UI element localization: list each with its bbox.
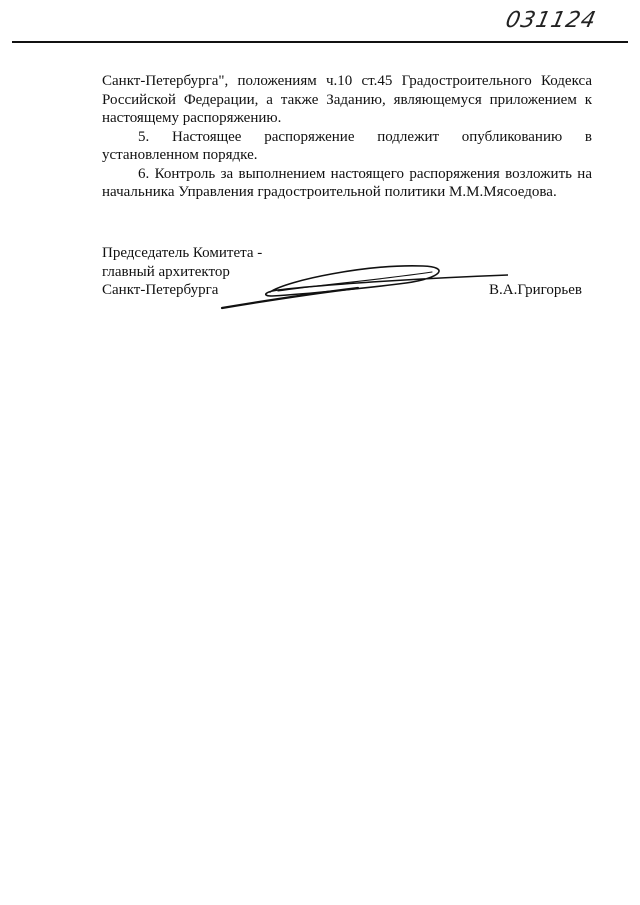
signatory-title-line-3: Санкт-Петербурга <box>102 282 219 298</box>
paragraph-6: 6. Контроль за выполнением настоящего распоряжения возложить на начальника Управления градостроительной политики М.М.Мясоедова. <box>102 165 592 200</box>
document-body <box>102 72 592 202</box>
signatory-name: В.А.Григорьев <box>489 282 582 298</box>
signatory-title-line-1: Председатель Комитета - <box>102 245 263 261</box>
handwritten-signature <box>218 258 508 314</box>
signatory-title-line-2: главный архитектор <box>102 263 230 280</box>
paragraph-continuation: Санкт-Петербурга", положениям ч.10 ст.45 Градостроительного Кодекса Российской Федерации, а также Заданию, являющемуся приложением к настоящему распоряжению. <box>102 73 592 126</box>
header-divider <box>12 41 628 43</box>
handwritten-doc-number: 031124 <box>503 8 599 33</box>
paragraph-5: 5. Настоящее распоряжение подлежит опубликованию в установленном порядке. <box>102 128 592 163</box>
